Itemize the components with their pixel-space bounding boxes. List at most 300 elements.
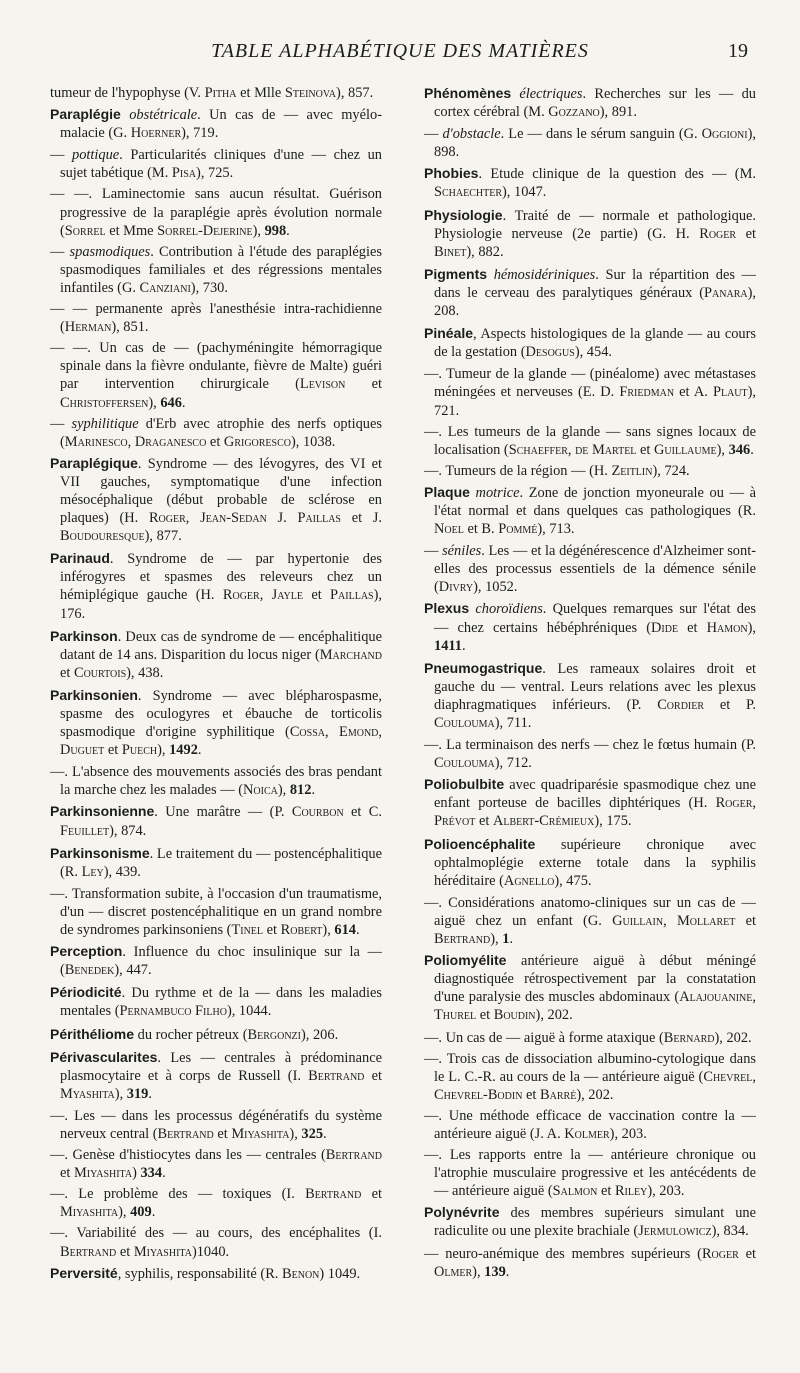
author-name: de Martel bbox=[575, 441, 637, 458]
page-reference: 325 bbox=[301, 1125, 324, 1142]
author-name: Riley bbox=[614, 1183, 648, 1200]
index-headword: Parkinsonien bbox=[50, 686, 138, 703]
author-name: Chevrel-Bodin bbox=[434, 1086, 523, 1103]
entry-text: , bbox=[752, 795, 756, 812]
entry-text: et bbox=[597, 1183, 615, 1200]
entry-text: , syphilis, responsabilité (R. bbox=[117, 1265, 283, 1282]
entry-text: —. L'absence des mouvements associés des bras pendant la marche chez les malades — ( bbox=[50, 764, 382, 799]
entry-text: . Une marâtre — (P. bbox=[154, 804, 292, 821]
author-name: Albert-Crémieux bbox=[492, 813, 595, 830]
author-name: Roger bbox=[715, 795, 753, 812]
author-name: Binet bbox=[434, 243, 467, 260]
index-entry bbox=[50, 844, 382, 881]
index-entry bbox=[424, 659, 756, 732]
author-name: Ley bbox=[81, 863, 104, 880]
author-name: Jean-Sedan bbox=[200, 510, 267, 527]
index-subentry bbox=[424, 1107, 756, 1143]
entry-text: et M bbox=[105, 222, 136, 239]
author-name: Steinova bbox=[284, 85, 337, 101]
entry-text: . Influence du choc insulinique sur la — ( bbox=[60, 944, 382, 979]
author-name: Dide bbox=[651, 619, 679, 636]
entry-text: ), 203. bbox=[609, 1125, 647, 1142]
author-name: Bertrand bbox=[60, 1243, 117, 1260]
author-name: Marinesco bbox=[64, 433, 128, 450]
index-entry bbox=[50, 1025, 382, 1044]
entry-text: ), 206. bbox=[301, 1026, 339, 1043]
index-subentry bbox=[50, 885, 382, 939]
author-name: Paillas bbox=[330, 587, 374, 604]
entry-text: —. Les — dans les processus dégénératifs du système nerveux central ( bbox=[50, 1107, 382, 1142]
index-entry bbox=[50, 454, 382, 545]
index-subentry bbox=[424, 1146, 756, 1200]
entry-text: . Du rythme et de la — dans les maladies mentales ( bbox=[60, 985, 382, 1020]
entry-text: ), bbox=[277, 782, 290, 799]
entry-text: — bbox=[50, 147, 72, 164]
index-headword: Parkinsonisme bbox=[50, 844, 150, 861]
entry-text bbox=[487, 267, 494, 283]
author-name: Roger bbox=[148, 510, 186, 527]
author-name: Alajouanine bbox=[679, 989, 753, 1006]
author-name: Courbon bbox=[291, 804, 344, 821]
index-headword: Phobies bbox=[424, 165, 479, 182]
entry-text: et bbox=[345, 376, 382, 393]
entry-text: me bbox=[135, 222, 158, 239]
entry-text: — bbox=[424, 126, 443, 143]
author-name: Guillain bbox=[612, 912, 664, 929]
entry-text: —. Les tumeurs de la glande — sans signes locaux de localisation ( bbox=[424, 423, 756, 458]
author-name: Tinel bbox=[231, 922, 264, 939]
entry-text: ), bbox=[747, 619, 756, 636]
entry-text: ), bbox=[472, 1263, 485, 1280]
author-name: Puech bbox=[121, 742, 158, 759]
author-name: Divry bbox=[438, 579, 474, 596]
entry-text: ), 877. bbox=[144, 528, 182, 545]
entry-text: et bbox=[735, 912, 756, 929]
entry-text: —. Le problème des — toxiques (I. bbox=[50, 1186, 306, 1203]
entry-text: ), bbox=[490, 931, 503, 948]
index-subentry bbox=[50, 185, 382, 239]
index-headword: Perception bbox=[50, 943, 123, 960]
author-name: Roger bbox=[701, 1245, 739, 1262]
right-column bbox=[424, 84, 756, 1339]
index-entry bbox=[50, 627, 382, 682]
entry-text: . bbox=[286, 222, 290, 239]
author-name: Herman bbox=[64, 319, 112, 336]
entry-text: , Aspects histologiques de la glande — au cours de la gestation ( bbox=[434, 326, 756, 361]
entry-text: . Contribution à l'étude des paraplégies spasmodiques familiales et des régressions mentales infantiles (G. bbox=[60, 243, 382, 296]
author-name: Myashita bbox=[60, 1085, 115, 1102]
entry-text: . Un cas de — avec myélo-malacie (G. bbox=[60, 107, 382, 142]
entry-text: —. Tumeur de la glande — (pinéalome) avec métastases méningées et nerveuses (E. D. bbox=[424, 366, 756, 401]
entry-text: et bbox=[206, 433, 224, 450]
index-headword: Perversité bbox=[50, 1264, 118, 1281]
entry-text: ), 874. bbox=[109, 822, 147, 839]
author-name: Jayle bbox=[271, 587, 303, 604]
entry-text: et P. bbox=[704, 696, 756, 713]
author-name: Sorrel-Dejerine bbox=[157, 222, 253, 239]
entry-text: —. Considérations anatomo-cliniques sur un cas de — aiguë chez un enfant (G. bbox=[424, 894, 756, 929]
left-column bbox=[50, 84, 382, 1339]
index-subentry bbox=[424, 894, 756, 948]
author-name: Christoffersen bbox=[60, 394, 149, 411]
entry-text: ), 724. bbox=[652, 462, 690, 479]
author-name: Duguet bbox=[60, 742, 105, 759]
entry-text: . Syndrome de — par hypertonie des inférogyres et spasmes des releveurs chez un hémiplégique gauche (H. bbox=[60, 551, 382, 604]
entry-text: ) bbox=[132, 1165, 141, 1182]
entry-text: ), 439. bbox=[103, 863, 141, 880]
entry-text: ), 712. bbox=[494, 755, 532, 772]
index-headword: Parinaud bbox=[50, 550, 110, 567]
entry-italic-term: spasmodiques bbox=[69, 243, 151, 260]
entry-text: avec quadriparésie spasmodique chez une enfant porteuse de bacilles diphtériques (H. bbox=[434, 777, 756, 812]
entry-text: ), bbox=[118, 1204, 131, 1221]
entry-text: . bbox=[509, 931, 514, 948]
author-name: Cordier bbox=[657, 696, 705, 713]
author-name: Desogus bbox=[525, 344, 575, 361]
entry-text: ), 719. bbox=[181, 125, 219, 142]
author-name: Boudin bbox=[493, 1007, 536, 1024]
author-name: Bertrand bbox=[308, 1067, 365, 1084]
entry-text: , bbox=[324, 724, 340, 741]
entry-text: . Syndrome — avec blépharospasme, spasme des oculogyres et ébauche de torticolis spasmodique d'origine syphilitique ( bbox=[60, 687, 382, 741]
author-name: Zeitlin bbox=[611, 462, 653, 479]
entry-text: et bbox=[364, 1067, 382, 1084]
entry-text: . Traité de — normale et pathologique. Physiologie nerveuse (2 bbox=[434, 207, 756, 242]
entry-text: et bbox=[104, 742, 122, 759]
entry-text: — —. Laminectomie sans aucun résultat. Guérison progressive de la paraplégie après évolution normale ( bbox=[50, 186, 382, 239]
author-name: Bertrand bbox=[434, 931, 491, 948]
entry-text: . bbox=[750, 441, 754, 458]
entry-text: . Les rameaux solaires droit et gauche du — ventral. Leurs relations avec les plexus diaphragmatiques inférieurs. (P. bbox=[434, 660, 756, 713]
index-entry bbox=[50, 686, 382, 759]
author-name: Miyashita bbox=[133, 1243, 192, 1260]
entry-text: . bbox=[462, 637, 466, 654]
entry-italic-term: pottique bbox=[72, 147, 120, 164]
index-entry bbox=[50, 983, 382, 1020]
entry-text: et M bbox=[236, 85, 267, 101]
page-reference: 334 bbox=[140, 1165, 163, 1182]
author-name: Benedek bbox=[64, 962, 115, 979]
author-name: Marchand bbox=[319, 646, 382, 663]
author-name: Schaechter bbox=[434, 184, 503, 201]
author-name: Bernard bbox=[663, 1029, 715, 1046]
entry-text: et bbox=[60, 1165, 74, 1182]
entry-text: et bbox=[116, 1243, 134, 1260]
index-subentry bbox=[424, 1245, 756, 1281]
index-headword: Polynévrite bbox=[424, 1204, 500, 1221]
entry-text: — bbox=[50, 243, 70, 260]
entry-text: , bbox=[663, 912, 677, 929]
entry-text: J. bbox=[266, 510, 298, 527]
page-header bbox=[0, 40, 800, 70]
author-name: Schaeffer bbox=[508, 441, 568, 458]
entry-italic-term: motrice bbox=[475, 484, 520, 501]
entry-text: ), 730. bbox=[190, 279, 228, 296]
entry-text: et bbox=[60, 664, 74, 681]
page-reference: 1411 bbox=[434, 637, 462, 654]
entry-text: et bbox=[302, 587, 331, 604]
entry-text: ), bbox=[157, 742, 170, 759]
index-subentry bbox=[50, 146, 382, 182]
index-subentry bbox=[424, 125, 756, 161]
author-name: Oggioni bbox=[701, 126, 748, 143]
entry-text: ), 857. bbox=[336, 85, 374, 101]
entry-text: ), 882. bbox=[466, 243, 504, 260]
author-name: Pisa bbox=[171, 165, 197, 182]
index-entry bbox=[50, 802, 382, 839]
entry-text: ), 891. bbox=[599, 104, 637, 121]
page-reference: 139 bbox=[484, 1263, 506, 1280]
entry-text: ), 176. bbox=[60, 587, 382, 622]
index-subentry bbox=[424, 423, 756, 459]
author-name: Pitha bbox=[204, 85, 237, 101]
entry-italic-term: d'obstacle bbox=[442, 126, 501, 143]
page-reference: 346 bbox=[728, 441, 751, 458]
index-subentry bbox=[50, 243, 382, 297]
entry-text: ), 1047. bbox=[502, 184, 547, 201]
entry-text: . Les — centrales à prédominance plasmocytaire et à corps de Russell (I. bbox=[60, 1049, 382, 1084]
page-reference: 319 bbox=[126, 1085, 149, 1102]
author-name: Hoerner bbox=[130, 125, 182, 142]
index-entry bbox=[424, 324, 756, 361]
index-entry bbox=[424, 483, 756, 538]
entry-text: ), 175. bbox=[594, 813, 632, 830]
author-name: Pommé bbox=[498, 521, 538, 538]
entry-text: — bbox=[424, 543, 443, 560]
author-name: Friedman bbox=[619, 384, 675, 401]
entry-text: et bbox=[263, 922, 281, 939]
entry-text: —. Un cas de — aiguë à forme ataxique ( bbox=[424, 1029, 664, 1046]
entry-text: ), 475. bbox=[554, 872, 592, 889]
author-name: Salmon bbox=[552, 1183, 598, 1200]
entry-text: , bbox=[127, 433, 135, 450]
page-reference: 998 bbox=[264, 222, 287, 239]
entry-text: . bbox=[356, 922, 360, 939]
author-name: Gozzano bbox=[548, 104, 600, 121]
index-headword: Phénomènes bbox=[424, 85, 512, 101]
author-name: Robert bbox=[280, 922, 323, 939]
entry-text: —. La terminaison des nerfs — chez le fœtus humain (P. bbox=[424, 737, 756, 754]
entry-text: . Etude clinique de la question des — (M. bbox=[478, 166, 756, 183]
page-reference: 409 bbox=[130, 1204, 152, 1221]
entry-text: ) 1049. bbox=[319, 1265, 361, 1282]
author-name: Jermulowicz bbox=[638, 1223, 712, 1240]
author-name: Canziani bbox=[139, 279, 191, 296]
entry-text: . Deux cas de syndrome de — encéphalitique datant de 14 ans. Disparition du locus niger ( bbox=[60, 628, 382, 663]
index-subentry bbox=[50, 763, 382, 799]
index-subentry bbox=[50, 339, 382, 411]
index-subentry bbox=[50, 84, 382, 102]
author-name: Miyashita bbox=[73, 1165, 133, 1182]
entry-text: antérieure aiguë à début méningé diagnostiquée rétrospectivement par la constatation d'une paralysie des muscles abdominaux ( bbox=[434, 953, 756, 1006]
entry-text: ), 202. bbox=[535, 1007, 573, 1024]
entry-text: — —. Un cas de — (pachyméningite hémorragique spinale dans la fièvre ondulante, fièvre de Malte) guéri par intervention chirurgicale ( bbox=[50, 340, 382, 393]
entry-text: ), bbox=[289, 1125, 302, 1142]
index-entry bbox=[424, 206, 756, 261]
entry-text: . bbox=[311, 782, 316, 799]
index-entry bbox=[50, 1048, 382, 1103]
author-name: Noel bbox=[434, 521, 464, 538]
entry-text: , bbox=[185, 510, 201, 527]
author-name: Coulouma bbox=[434, 755, 495, 772]
entry-text: ), 725. bbox=[196, 165, 234, 182]
index-subentry bbox=[424, 542, 756, 596]
entry-text: ), 713. bbox=[537, 521, 575, 538]
entry-italic-term: obstétricale bbox=[129, 107, 198, 124]
author-name: Pernambuco Filho bbox=[119, 1003, 227, 1020]
author-name: Cossa bbox=[289, 724, 325, 741]
entry-text: et bbox=[678, 619, 707, 636]
entry-text: . bbox=[162, 1165, 166, 1182]
author-name: Bergonzi bbox=[247, 1026, 301, 1043]
entry-text: ), 202. bbox=[714, 1029, 752, 1046]
index-headword: Parkinson bbox=[50, 627, 118, 644]
index-headword: Plexus bbox=[424, 600, 470, 617]
entry-text: — — permanente après l'anesthésie intra-rachidienne ( bbox=[50, 301, 382, 336]
entry-text: — neuro-anémique des membres supérieurs ( bbox=[424, 1245, 702, 1262]
entry-text: ), 721. bbox=[434, 384, 756, 419]
entry-text: du rocher pétreux ( bbox=[134, 1026, 248, 1043]
index-entry bbox=[424, 84, 756, 121]
author-name: Barré bbox=[540, 1086, 577, 1103]
entry-text: . Recherches sur les — du cortex cérébral (M. bbox=[434, 86, 756, 121]
index-entry bbox=[424, 951, 756, 1024]
entry-text: —. Transformation subite, à l'occasion d'un traumatisme, d'un — discret postencéphalitique en un grand nombre de syndromes parkinsoniens ( bbox=[50, 885, 382, 939]
entry-text: et C. bbox=[343, 804, 382, 821]
entry-italic-term: choroïdiens bbox=[475, 601, 543, 618]
author-name: Noica bbox=[243, 782, 278, 799]
entry-text: —. Une méthode efficace de vaccination contre la — antérieure aiguë (J. A. bbox=[424, 1107, 756, 1142]
entry-text: . bbox=[151, 1204, 156, 1221]
entry-text: ), 208. bbox=[434, 284, 756, 320]
entry-text: , bbox=[259, 587, 272, 604]
entry-text: ), bbox=[148, 394, 161, 411]
author-name: Sorrel bbox=[64, 222, 106, 239]
entry-text: ), 898. bbox=[434, 126, 756, 161]
entry-text: ), 203. bbox=[647, 1183, 685, 1200]
index-subentry bbox=[50, 1146, 382, 1182]
entry-text: ), 1052. bbox=[473, 579, 518, 596]
index-subentry bbox=[424, 1050, 756, 1104]
entry-text: . Sur la répartition des — dans le cerveau des paralytiques généraux ( bbox=[434, 266, 756, 301]
index-headword: Paraplégique bbox=[50, 454, 138, 471]
entry-text: des membres supérieurs simulant une radiculite ou une plexite brachiale ( bbox=[434, 1205, 756, 1240]
index-entry bbox=[424, 835, 756, 890]
author-name: Levison bbox=[299, 376, 346, 393]
entry-text: tumeur de l'hypophyse (V. bbox=[50, 85, 205, 101]
entry-text: et bbox=[361, 1186, 382, 1203]
author-name: Hamon bbox=[706, 619, 748, 636]
index-entry bbox=[50, 1264, 382, 1283]
page-reference: 1492 bbox=[169, 742, 198, 759]
index-headword: Pneumogastrique bbox=[424, 659, 543, 676]
index-entry bbox=[50, 105, 382, 142]
entry-text: et bbox=[475, 813, 493, 830]
index-subentry bbox=[50, 1107, 382, 1143]
entry-text: )1040. bbox=[191, 1243, 230, 1260]
index-subentry bbox=[50, 415, 382, 451]
index-headword: Poliobulbite bbox=[424, 776, 505, 793]
index-headword: Périvascularites bbox=[50, 1048, 158, 1065]
entry-text: , bbox=[378, 724, 382, 741]
index-subentry bbox=[424, 1029, 756, 1047]
entry-italic-term: électriques bbox=[519, 86, 583, 102]
index-headword: Poliomyélite bbox=[424, 952, 507, 969]
page-reference: 1 bbox=[502, 931, 510, 948]
entry-text: et bbox=[636, 441, 655, 458]
author-name: Plaut bbox=[712, 384, 748, 401]
entry-text: et A. bbox=[674, 384, 713, 401]
entry-text: e partie) (G. H. bbox=[584, 225, 700, 242]
entry-text: . bbox=[323, 1125, 327, 1142]
entry-text: . Particularités cliniques d'une — chez un sujet tabétique (M. bbox=[60, 147, 382, 182]
author-name: Boudouresque bbox=[60, 528, 145, 545]
author-name: Chevrel bbox=[703, 1068, 753, 1085]
entry-text: lle bbox=[266, 85, 285, 101]
author-name: Olmer bbox=[434, 1263, 473, 1280]
author-name: Bertrand bbox=[157, 1125, 214, 1142]
index-headword: Parkinsonienne bbox=[50, 803, 155, 820]
author-name: Miyashita bbox=[231, 1125, 290, 1142]
author-name: Grigoresco bbox=[223, 433, 291, 450]
entry-text: . bbox=[148, 1085, 152, 1102]
index-headword: Périodicité bbox=[50, 984, 122, 1001]
entry-text: et bbox=[522, 1086, 541, 1103]
index-headword: Périthéliome bbox=[50, 1025, 135, 1042]
entry-text: —. Variabilité des — au cours, des encéphalites (I. bbox=[50, 1225, 382, 1242]
index-entry bbox=[50, 942, 382, 979]
index-entry bbox=[424, 164, 756, 201]
author-name: Emond bbox=[339, 724, 379, 741]
index-headword: Physiologie bbox=[424, 206, 503, 223]
entry-text: supérieure chronique avec ophtalmoplégie externe totale dans la syphilis héréditaire ( bbox=[434, 836, 756, 889]
entry-text: ), 438. bbox=[126, 664, 164, 681]
author-name: Courtois bbox=[73, 664, 127, 681]
author-name: Roger bbox=[222, 587, 260, 604]
entry-text: . bbox=[197, 742, 202, 759]
entry-text: ), bbox=[114, 1085, 127, 1102]
author-name: Kolmer bbox=[564, 1125, 610, 1142]
index-headword: Polioencéphalite bbox=[424, 835, 536, 852]
page-reference: 646 bbox=[160, 394, 182, 411]
entry-text: ), 1038. bbox=[291, 433, 336, 450]
entry-text: ), 454. bbox=[574, 344, 612, 361]
index-headword: Pinéale bbox=[424, 325, 474, 342]
entry-text: , bbox=[752, 1068, 756, 1085]
entry-text: d'Erb avec atrophie des nerfs optiques ( bbox=[60, 415, 382, 450]
author-name: Bertrand bbox=[305, 1186, 362, 1203]
entry-text: —. Les rapports entre la — antérieure chronique ou l'atrophie musculaire progressive et les antécédents de — antérieure aiguë ( bbox=[424, 1147, 756, 1200]
entry-text: et bbox=[736, 225, 756, 242]
author-name: Draganesco bbox=[134, 433, 207, 450]
entry-text: . Zone de jonction myoneurale ou — à l'état normal et dans quelques cas pathologiques (R. bbox=[434, 484, 756, 519]
entry-text: ), bbox=[252, 222, 265, 239]
index-entry bbox=[424, 265, 756, 320]
index-subentry bbox=[424, 462, 756, 480]
entry-italic-term: séniles bbox=[442, 543, 482, 560]
index-headword: Pigments bbox=[424, 265, 488, 282]
author-name: Roger bbox=[699, 225, 737, 242]
entry-text: et J. bbox=[341, 510, 382, 527]
entry-text: ), 202. bbox=[576, 1086, 614, 1103]
index-subentry bbox=[424, 736, 756, 772]
index-entry bbox=[424, 1203, 756, 1240]
author-name: Mollaret bbox=[676, 912, 736, 929]
entry-text: et bbox=[476, 1007, 494, 1024]
index-headword: Paraplégie bbox=[50, 106, 121, 123]
author-name: Agnello bbox=[503, 872, 555, 889]
author-name: Miyashita bbox=[60, 1204, 119, 1221]
